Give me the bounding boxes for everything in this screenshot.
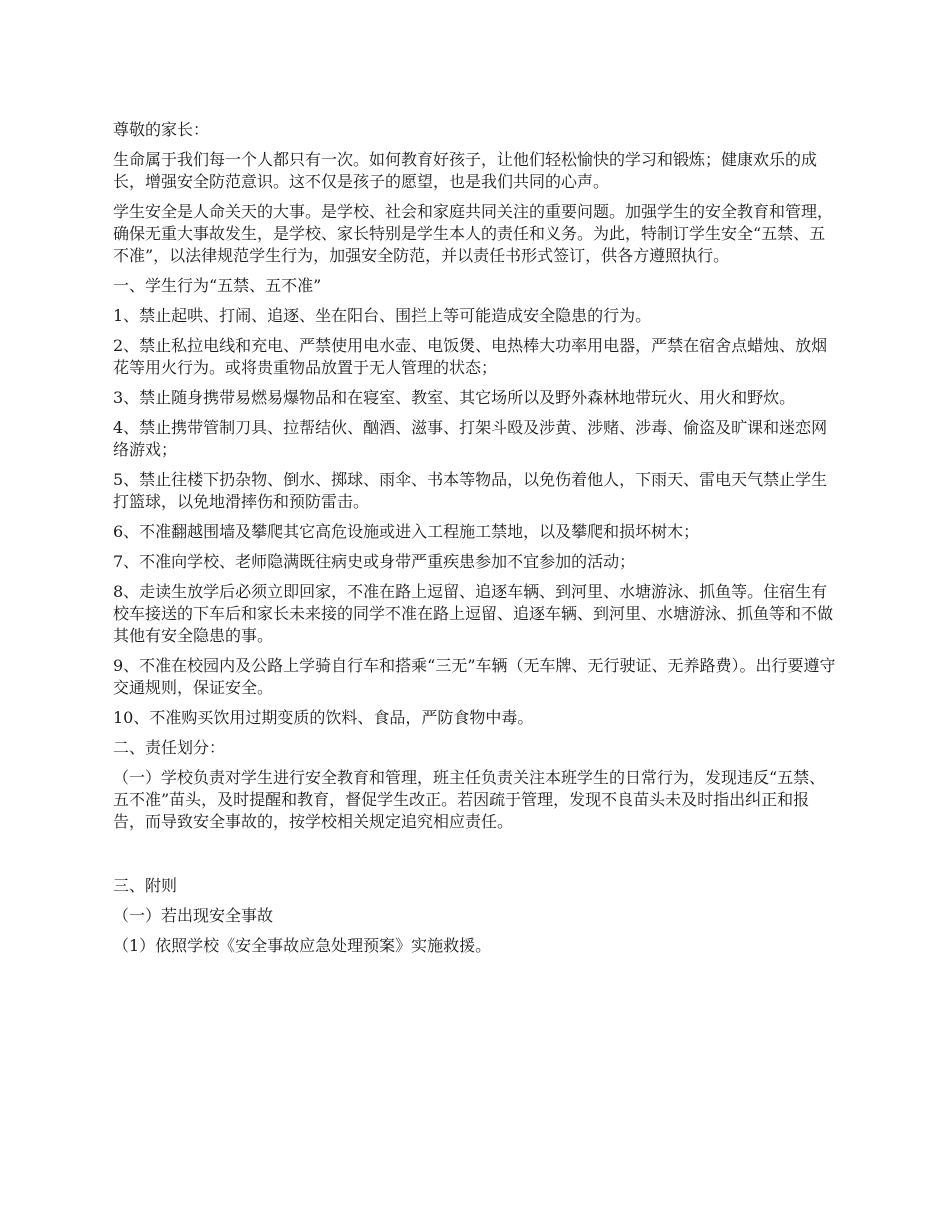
rule-item: 2、禁止私拉电线和充电、严禁使用电水壶、电饭煲、电热棒大功率用电器，严禁在宿舍点蜡烛、放烟花等用火行为。或将贵重物品放置于无人管理的状态； (113, 336, 828, 377)
rule-item: 4、禁止携带管制刀具、拉帮结伙、酗酒、滋事、打架斗殴及涉黄、涉赌、涉毒、偷盗及旷课和迷恋网络游戏； (113, 418, 828, 459)
document-body (113, 119, 839, 965)
intro-paragraph-1: 生命属于我们每一个人都只有一次。如何教育好孩子，让他们轻松愉快的学习和锻炼；健康欢乐的成长，增强安全防范意识。这不仅是孩子的愿望，也是我们共同的心声。 (113, 150, 818, 191)
rule-item: 6、不准翻越围墙及攀爬其它高危设施或进入工程施工禁地，以及攀爬和损坏树木； (113, 522, 700, 541)
blank-line (113, 841, 839, 875)
section-3-item: （1）依照学校《安全事故应急处理预案》实施救援。 (113, 936, 492, 955)
greeting: 尊敬的家长： (113, 120, 210, 139)
section-2-paragraph: （一）学校负责对学生进行安全教育和管理，班主任负责关注本班学生的日常行为，发现违反“五禁、五不准”苗头，及时提醒和教育，督促学生改正。若因疏于管理，发现不良苗头未及时指出纠正和报告，而导致安全事故的，按学校相关规定追究相应责任。 (113, 768, 826, 831)
rule-item: 5、禁止往楼下扔杂物、倒水、掷球、雨伞、书本等物品，以免伤着他人，下雨天、雷电天气禁止学生打篮球，以免地滑摔伤和预防雷击。 (113, 470, 828, 511)
section-2-title: 二、责任划分： (113, 738, 226, 757)
rule-item: 9、不准在校园内及公路上学骑自行车和搭乘“三无”车辆（无车牌、无行驶证、无养路费）。出行要遵守交通规则，保证安全。 (113, 656, 836, 697)
section-1-title: 一、学生行为“五禁、五不准” (113, 276, 322, 295)
rule-item: 10、不准购买饮用过期变质的饮料、食品，严防食物中毒。 (113, 708, 534, 727)
rule-item: 1、禁止起哄、打闹、追逐、坐在阳台、围拦上等可能造成安全隐患的行为。 (113, 306, 652, 325)
rule-item: 3、禁止随身携带易燃易爆物品和在寝室、教室、其它场所以及野外森林地带玩火、用火和野炊。 (113, 388, 796, 407)
rule-item: 7、不准向学校、老师隐满既往病史或身带严重疾患参加不宜参加的活动； (113, 552, 636, 571)
intro-paragraph-2: 学生安全是人命关天的大事。是学校、社会和家庭共同关注的重要问题。加强学生的安全教育和管理，确保无重大事故发生，是学校、家长特别是学生本人的责任和义务。为此，特制订学生安全“五禁、五不准”，以法律规范学生行为，加强安全防范，并以责任书形式签订，供各方遵照执行。 (113, 202, 834, 265)
section-3-subtitle: （一）若出现安全事故 (113, 906, 274, 925)
rule-item: 8、走读生放学后必须立即回家，不准在路上逗留、追逐车辆、到河里、水塘游泳、抓鱼等。住宿生有校车接送的下车后和家长未来接的同学不准在路上逗留、追逐车辆、到河里、水塘游泳、抓鱼等和不做其他有安全隐患的事。 (113, 582, 834, 645)
section-3-title: 三、附则 (113, 876, 178, 895)
